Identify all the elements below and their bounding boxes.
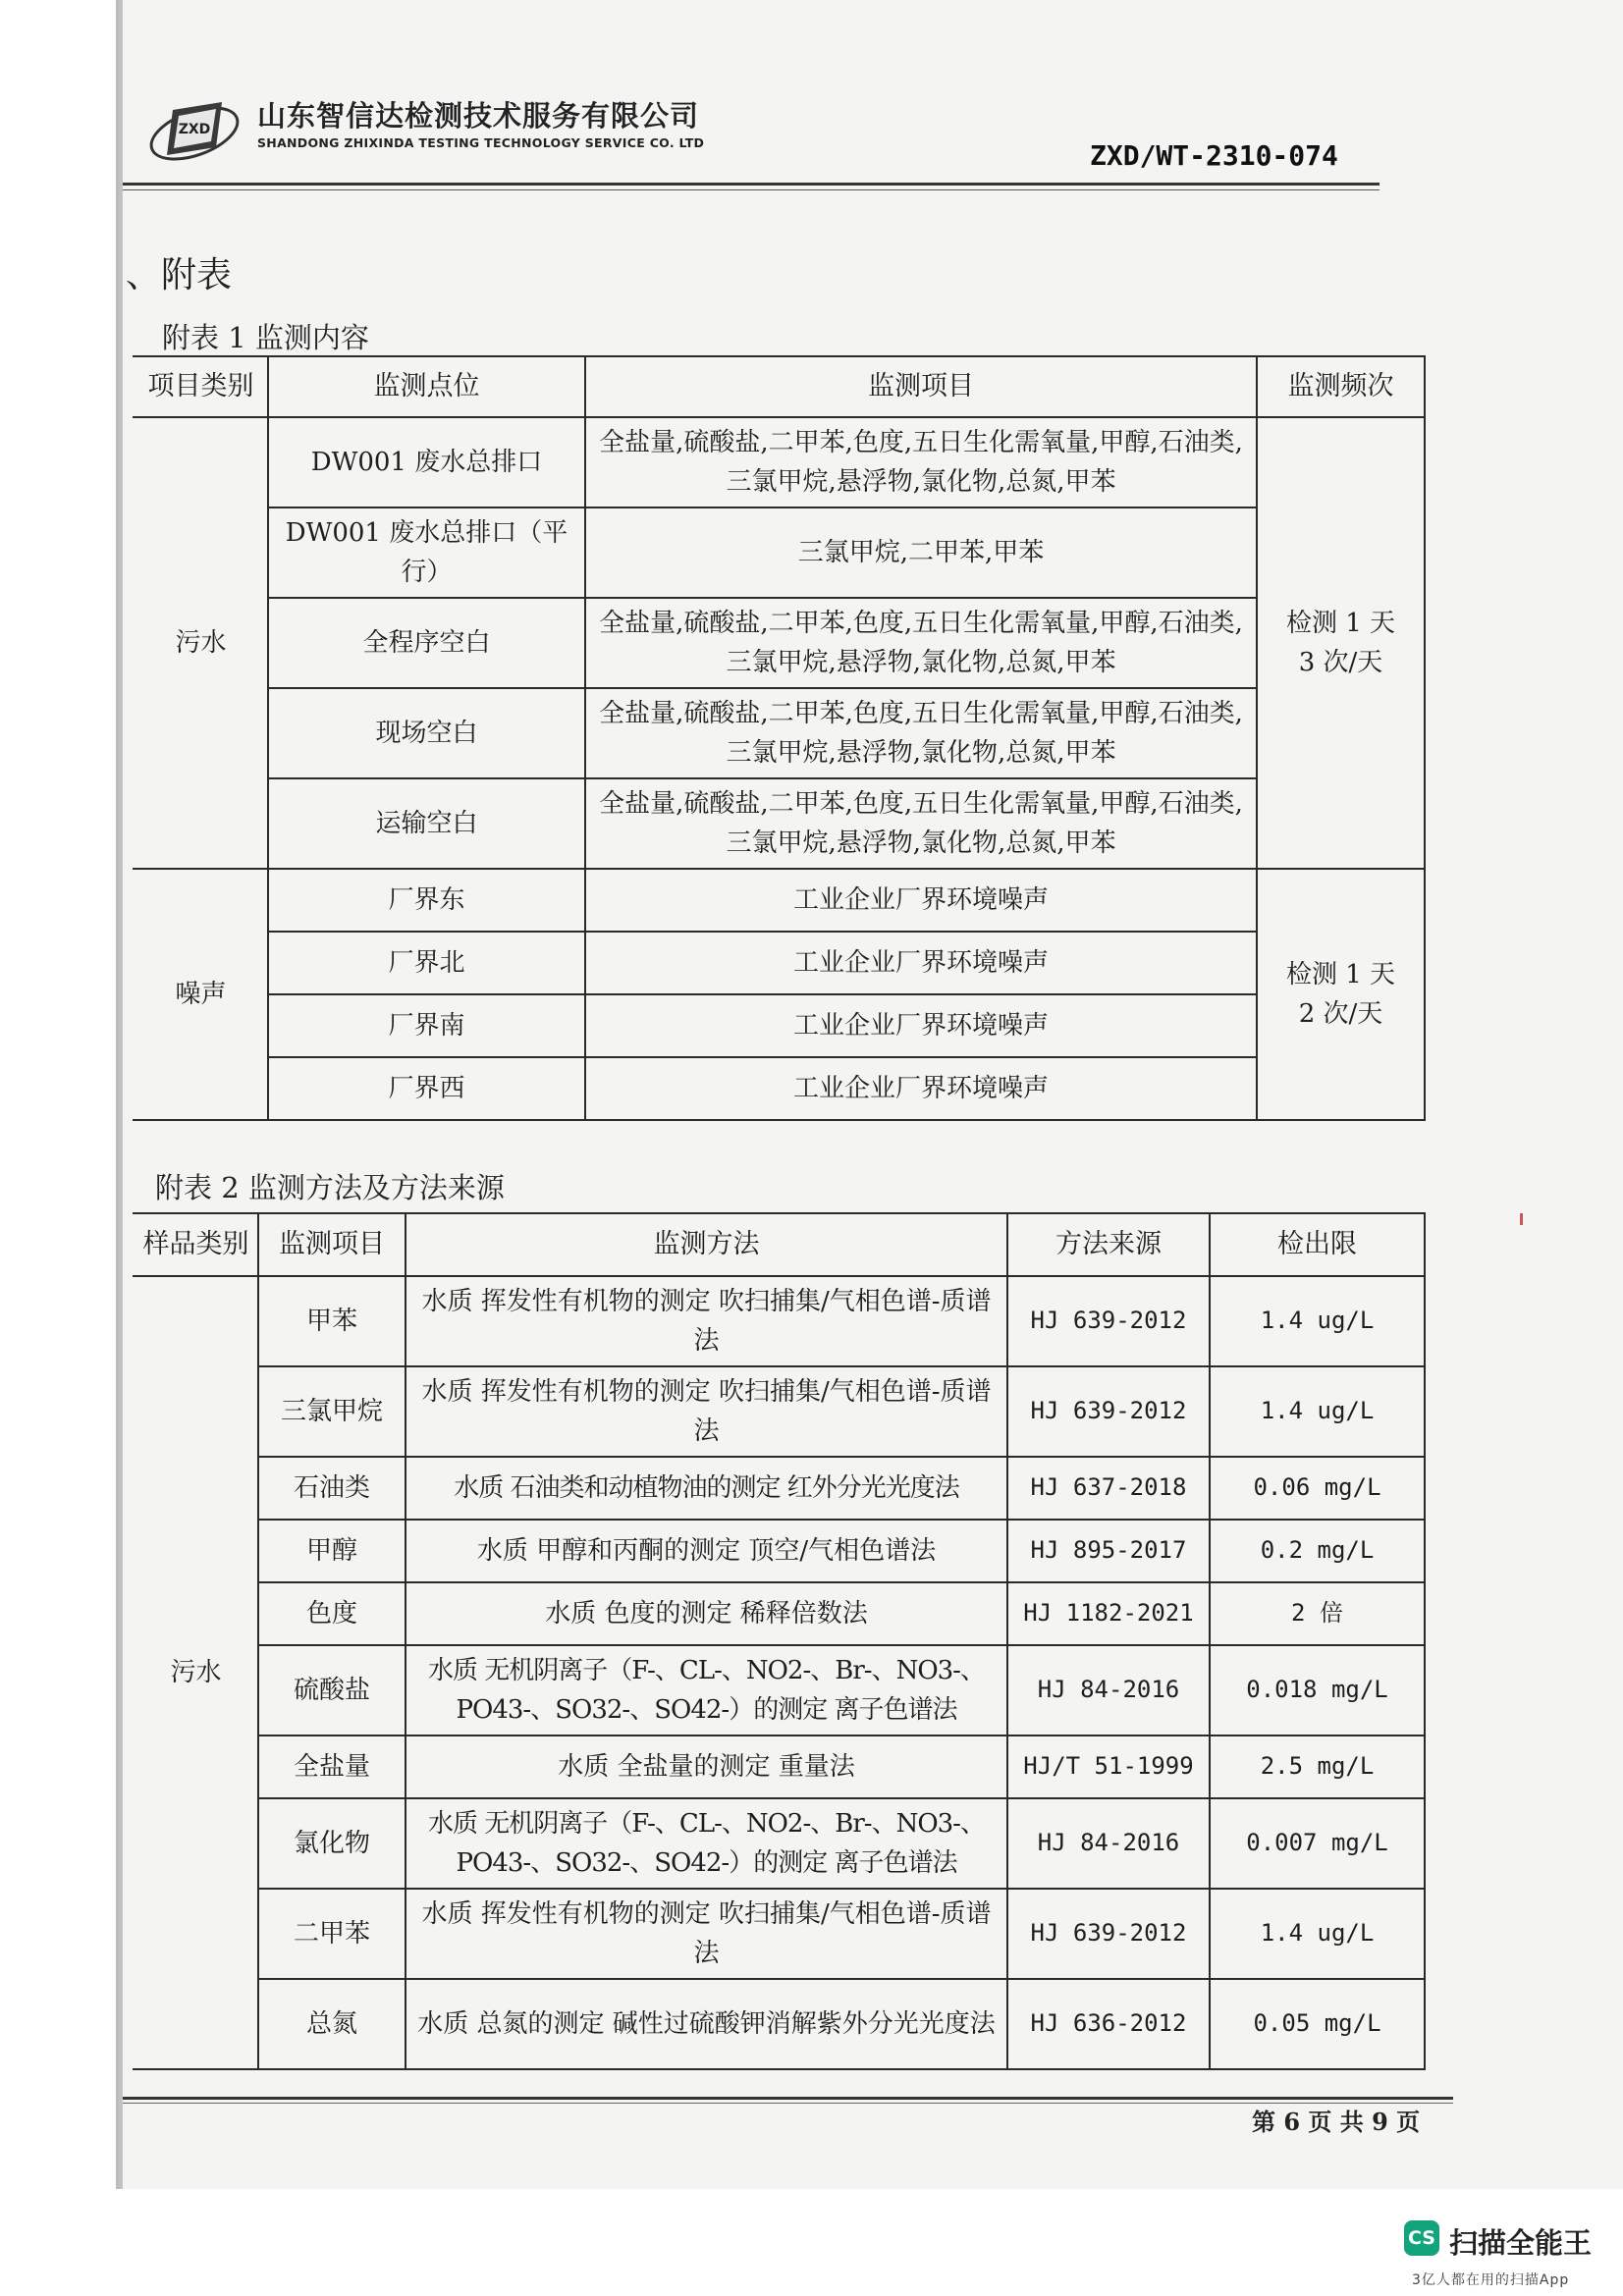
item-cell: 全盐量 bbox=[258, 1735, 406, 1798]
sample-category-cell: 污水 bbox=[134, 1276, 258, 2069]
method-cell: 水质 色度的测定 稀释倍数法 bbox=[406, 1582, 1007, 1645]
source-cell: HJ 639-2012 bbox=[1007, 1889, 1210, 1979]
table-row bbox=[134, 417, 1425, 507]
frequency-cell bbox=[1257, 417, 1425, 869]
source-cell: HJ 636-2012 bbox=[1007, 1979, 1210, 2069]
table-row bbox=[134, 778, 1425, 869]
table-row bbox=[134, 1520, 1425, 1582]
frequency-line2: 2 次/天 bbox=[1298, 999, 1383, 1029]
category-cell: 噪声 bbox=[134, 869, 268, 1120]
frequency-line1: 检测 1 天 bbox=[1285, 959, 1396, 989]
page-number: 第 6 页 共 9 页 bbox=[1252, 2108, 1421, 2136]
item-cell: 硫酸盐 bbox=[258, 1645, 406, 1735]
limit-cell: 0.05 mg/L bbox=[1210, 1979, 1425, 2069]
limit-cell: 0.06 mg/L bbox=[1210, 1457, 1425, 1520]
method-cell: 水质 甲醇和丙酮的测定 顶空/气相色谱法 bbox=[406, 1520, 1007, 1582]
frequency-line1: 检测 1 天 bbox=[1285, 608, 1396, 638]
table-row bbox=[134, 1979, 1425, 2069]
items-cell: 工业企业厂界环境噪声 bbox=[585, 1057, 1257, 1120]
table1-caption: 附表 1 监测内容 bbox=[162, 321, 369, 354]
method-cell: 水质 挥发性有机物的测定 吹扫捕集/气相色谱-质谱法 bbox=[406, 1366, 1007, 1457]
scan-margin bbox=[0, 2189, 1623, 2296]
items-cell: 全盐量,硫酸盐,二甲苯,色度,五日生化需氧量,甲醇,石油类,三氯甲烷,悬浮物,氯化物,总氮,甲苯 bbox=[585, 688, 1257, 778]
items-cell: 工业企业厂界环境噪声 bbox=[585, 932, 1257, 994]
company-logo bbox=[145, 90, 243, 169]
table-row bbox=[134, 1645, 1425, 1735]
monitoring-method-table bbox=[133, 1212, 1426, 2070]
table-header-row bbox=[134, 1213, 1425, 1276]
camscanner-logo-icon: CS bbox=[1404, 2220, 1439, 2256]
method-cell: 水质 全盐量的测定 重量法 bbox=[406, 1735, 1007, 1798]
limit-cell: 2 倍 bbox=[1210, 1582, 1425, 1645]
item-cell: 色度 bbox=[258, 1582, 406, 1645]
item-cell: 三氯甲烷 bbox=[258, 1366, 406, 1457]
table-row bbox=[134, 1798, 1425, 1889]
point-cell: 现场空白 bbox=[268, 688, 585, 778]
item-cell: 甲苯 bbox=[258, 1276, 406, 1366]
header-limit: 检出限 bbox=[1210, 1213, 1425, 1276]
method-cell: 水质 挥发性有机物的测定 吹扫捕集/气相色谱-质谱法 bbox=[406, 1889, 1007, 1979]
item-cell: 石油类 bbox=[258, 1457, 406, 1520]
table-row bbox=[134, 1057, 1425, 1120]
point-cell: 厂界东 bbox=[268, 869, 585, 932]
frequency-line2: 3 次/天 bbox=[1298, 648, 1383, 677]
header-sample-category: 样品类别 bbox=[134, 1213, 258, 1276]
table-header-row bbox=[134, 356, 1425, 417]
source-cell: HJ/T 51-1999 bbox=[1007, 1735, 1210, 1798]
method-cell: 水质 无机阴离子（F-、CL-、NO2-、Br-、NO3-、PO43-、SO32-、SO42-）的测定 离子色谱法 bbox=[406, 1645, 1007, 1735]
limit-cell: 1.4 ug/L bbox=[1210, 1276, 1425, 1366]
watermark-slogan: 3亿人都在用的扫描App bbox=[1412, 2272, 1570, 2288]
limit-cell: 0.2 mg/L bbox=[1210, 1520, 1425, 1582]
monitoring-content-table bbox=[133, 355, 1426, 1121]
header-frequency: 监测频次 bbox=[1257, 356, 1425, 417]
items-cell: 三氯甲烷,二甲苯,甲苯 bbox=[585, 507, 1257, 598]
table-row bbox=[134, 1889, 1425, 1979]
header-point: 监测点位 bbox=[268, 356, 585, 417]
header-rule bbox=[123, 183, 1380, 186]
table-row bbox=[134, 507, 1425, 598]
source-cell: HJ 84-2016 bbox=[1007, 1798, 1210, 1889]
table-row bbox=[134, 994, 1425, 1057]
header-category: 项目类别 bbox=[134, 356, 268, 417]
point-cell: DW001 废水总排口（平行） bbox=[268, 507, 585, 598]
items-cell: 工业企业厂界环境噪声 bbox=[585, 869, 1257, 932]
watermark-app-name: 扫描全能王 bbox=[1449, 2226, 1593, 2260]
table-row bbox=[134, 869, 1425, 932]
table-row bbox=[134, 598, 1425, 688]
header-rule-thin bbox=[123, 189, 1380, 190]
source-cell: HJ 639-2012 bbox=[1007, 1366, 1210, 1457]
header-item: 监测项目 bbox=[258, 1213, 406, 1276]
items-cell: 全盐量,硫酸盐,二甲苯,色度,五日生化需氧量,甲醇,石油类,三氯甲烷,悬浮物,氯化物,总氮,甲苯 bbox=[585, 778, 1257, 869]
source-cell: HJ 639-2012 bbox=[1007, 1276, 1210, 1366]
limit-cell: 0.018 mg/L bbox=[1210, 1645, 1425, 1735]
point-cell: 全程序空白 bbox=[268, 598, 585, 688]
point-cell: 厂界西 bbox=[268, 1057, 585, 1120]
scan-mark bbox=[1520, 1213, 1523, 1225]
item-cell: 氯化物 bbox=[258, 1798, 406, 1889]
point-cell: DW001 废水总排口 bbox=[268, 417, 585, 507]
table-row bbox=[134, 1735, 1425, 1798]
company-name-cn: 山东智信达检测技术服务有限公司 bbox=[257, 99, 700, 133]
method-cell: 水质 石油类和动植物油的测定 红外分光光度法 bbox=[406, 1457, 1007, 1520]
limit-cell: 1.4 ug/L bbox=[1210, 1366, 1425, 1457]
table-row bbox=[134, 1457, 1425, 1520]
method-cell: 水质 总氮的测定 碱性过硫酸钾消解紫外分光光度法 bbox=[406, 1979, 1007, 2069]
table-row bbox=[134, 1276, 1425, 1366]
point-cell: 厂界南 bbox=[268, 994, 585, 1057]
point-cell: 运输空白 bbox=[268, 778, 585, 869]
header-method: 监测方法 bbox=[406, 1213, 1007, 1276]
header-source: 方法来源 bbox=[1007, 1213, 1210, 1276]
table2-caption: 附表 2 监测方法及方法来源 bbox=[155, 1171, 505, 1204]
header-items: 监测项目 bbox=[585, 356, 1257, 417]
frequency-cell bbox=[1257, 869, 1425, 1120]
source-cell: HJ 1182-2021 bbox=[1007, 1582, 1210, 1645]
method-cell: 水质 挥发性有机物的测定 吹扫捕集/气相色谱-质谱法 bbox=[406, 1276, 1007, 1366]
section-title: 、附表 bbox=[126, 255, 233, 295]
limit-cell: 0.007 mg/L bbox=[1210, 1798, 1425, 1889]
limit-cell: 2.5 mg/L bbox=[1210, 1735, 1425, 1798]
footer-rule bbox=[123, 2097, 1453, 2100]
table-row bbox=[134, 932, 1425, 994]
method-cell: 水质 无机阴离子（F-、CL-、NO2-、Br-、NO3-、PO43-、SO32-、SO42-）的测定 离子色谱法 bbox=[406, 1798, 1007, 1889]
category-cell: 污水 bbox=[134, 417, 268, 869]
source-cell: HJ 84-2016 bbox=[1007, 1645, 1210, 1735]
items-cell: 全盐量,硫酸盐,二甲苯,色度,五日生化需氧量,甲醇,石油类,三氯甲烷,悬浮物,氯化物,总氮,甲苯 bbox=[585, 417, 1257, 507]
point-cell: 厂界北 bbox=[268, 932, 585, 994]
table-row bbox=[134, 688, 1425, 778]
source-cell: HJ 895-2017 bbox=[1007, 1520, 1210, 1582]
item-cell: 二甲苯 bbox=[258, 1889, 406, 1979]
source-cell: HJ 637-2018 bbox=[1007, 1457, 1210, 1520]
table-row bbox=[134, 1582, 1425, 1645]
items-cell: 全盐量,硫酸盐,二甲苯,色度,五日生化需氧量,甲醇,石油类,三氯甲烷,悬浮物,氯化物,总氮,甲苯 bbox=[585, 598, 1257, 688]
table-row bbox=[134, 1366, 1425, 1457]
item-cell: 总氮 bbox=[258, 1979, 406, 2069]
logo-text: ZXD bbox=[178, 122, 211, 137]
limit-cell: 1.4 ug/L bbox=[1210, 1889, 1425, 1979]
report-number: ZXD/WT-2310-074 bbox=[1090, 139, 1338, 172]
items-cell: 工业企业厂界环境噪声 bbox=[585, 994, 1257, 1057]
company-name-en: SHANDONG ZHIXINDA TESTING TECHNOLOGY SERVICE CO. LTD bbox=[257, 135, 705, 150]
item-cell: 甲醇 bbox=[258, 1520, 406, 1582]
